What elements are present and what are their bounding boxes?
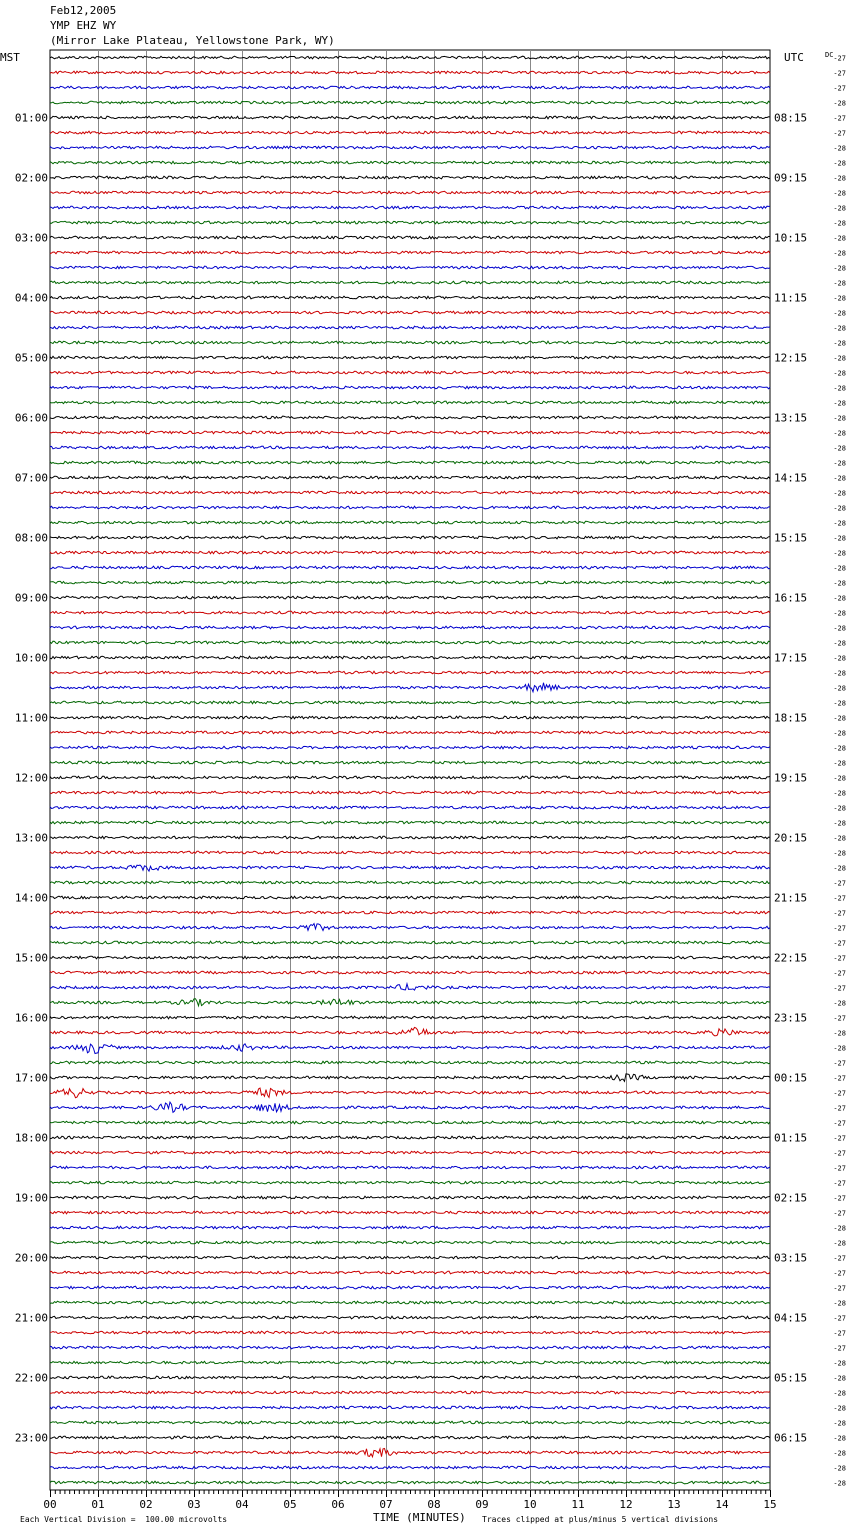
seismic-trace — [50, 1301, 770, 1304]
dc-offset-label: -28 — [833, 429, 846, 438]
seismic-trace — [50, 416, 770, 419]
seismic-trace — [50, 56, 770, 59]
mst-hour-label: 06:00 — [14, 411, 48, 425]
mst-hour-label: 09:00 — [14, 591, 48, 605]
seismic-trace — [50, 1406, 770, 1409]
dc-offset-label: -28 — [833, 669, 846, 678]
dc-offset-label: -28 — [833, 459, 846, 468]
seismic-trace — [50, 1466, 770, 1469]
dc-offset-label: -28 — [833, 744, 846, 753]
mst-hour-label: 07:00 — [14, 471, 48, 485]
seismic-trace — [50, 791, 770, 794]
x-tick-label: 03 — [187, 1498, 201, 1511]
dc-offset-label: -28 — [833, 474, 846, 483]
dc-offset-label: -28 — [833, 1434, 846, 1443]
dc-offset-label: -28 — [833, 249, 846, 258]
dc-offset-label: -28 — [833, 309, 846, 318]
seismic-trace — [50, 1061, 770, 1064]
seismic-trace — [50, 1102, 770, 1112]
utc-hour-label: 05:15 — [774, 1371, 808, 1385]
seismic-trace — [50, 806, 770, 809]
x-tick-label: 12 — [619, 1498, 633, 1511]
seismic-trace — [50, 1436, 770, 1439]
dc-offset-label: -28 — [833, 399, 846, 408]
utc-hour-label: 13:15 — [774, 411, 808, 425]
seismic-trace — [50, 1481, 770, 1484]
mst-hour-label: 04:00 — [14, 291, 48, 305]
seismic-trace — [50, 296, 770, 299]
seismic-trace — [50, 924, 770, 931]
seismic-trace — [50, 836, 770, 839]
mst-hour-label: 11:00 — [14, 711, 48, 725]
seismic-trace — [50, 491, 770, 494]
dc-offset-label: -27 — [833, 1149, 846, 1158]
dc-offset-label: -28 — [833, 609, 846, 618]
dc-offset-label: -28 — [833, 414, 846, 423]
dc-offset-label: -27 — [833, 1014, 846, 1023]
seismic-trace — [50, 206, 770, 209]
seismic-trace — [50, 146, 770, 149]
seismic-trace — [50, 341, 770, 344]
dc-offset-label: -28 — [833, 684, 846, 693]
seismic-trace — [50, 776, 770, 779]
dc-offset-label: -28 — [833, 774, 846, 783]
seismic-trace — [50, 671, 770, 674]
dc-offset-label: -27 — [833, 1059, 846, 1068]
seismic-trace — [50, 266, 770, 269]
seismic-trace — [50, 896, 770, 899]
dc-offset-label: -27 — [833, 909, 846, 918]
seismic-trace — [50, 1181, 770, 1184]
seismic-trace — [50, 716, 770, 719]
dc-offset-label: -28 — [833, 189, 846, 198]
seismic-trace — [50, 191, 770, 194]
dc-offset-label: -28 — [833, 759, 846, 768]
dc-offset-label: -27 — [833, 879, 846, 888]
mst-hour-label: 20:00 — [14, 1251, 48, 1265]
dc-offset-label: -28 — [833, 534, 846, 543]
seismic-trace — [50, 371, 770, 374]
seismic-trace — [50, 446, 770, 449]
seismic-trace — [50, 1074, 770, 1082]
dc-offset-label: -28 — [833, 324, 846, 333]
seismic-trace — [50, 1016, 770, 1019]
utc-hour-label: 21:15 — [774, 891, 808, 905]
x-tick-label: 13 — [667, 1498, 681, 1511]
seismic-trace — [50, 506, 770, 509]
mst-hour-label: 16:00 — [14, 1011, 48, 1025]
seismic-trace — [50, 131, 770, 134]
seismic-trace — [50, 1376, 770, 1379]
utc-hour-label: 11:15 — [774, 291, 808, 305]
dc-offset-label: -28 — [833, 504, 846, 513]
seismic-trace — [50, 656, 770, 659]
dc-offset-label: -28 — [833, 354, 846, 363]
utc-hour-label: 23:15 — [774, 1011, 808, 1025]
dc-offset-label: -28 — [833, 864, 846, 873]
dc-offset-label: -28 — [833, 1464, 846, 1473]
seismic-trace — [50, 476, 770, 479]
x-tick-label: 08 — [427, 1498, 441, 1511]
dc-offset-label: -28 — [833, 729, 846, 738]
dc-offset-label: -28 — [833, 204, 846, 213]
seismic-trace — [50, 984, 770, 990]
dc-offset-label: -28 — [833, 849, 846, 858]
seismic-trace — [50, 626, 770, 629]
mst-hour-label: 22:00 — [14, 1371, 48, 1385]
utc-hour-label: 12:15 — [774, 351, 808, 365]
chart-date: Feb12,2005 — [50, 4, 117, 17]
dc-offset-label: -28 — [833, 219, 846, 228]
utc-hour-label: 14:15 — [774, 471, 808, 485]
dc-offset-label: -28 — [833, 159, 846, 168]
dc-offset-label: -27 — [833, 984, 846, 993]
seismic-trace — [50, 251, 770, 254]
dc-offset-label: -28 — [833, 1299, 846, 1308]
dc-offset-label: -28 — [833, 1029, 846, 1038]
mst-hour-label: 15:00 — [14, 951, 48, 965]
dc-offset-label: -27 — [833, 1119, 846, 1128]
dc-offset-label: -28 — [833, 1374, 846, 1383]
dc-offset-label: -27 — [833, 1104, 846, 1113]
seismic-trace — [50, 431, 770, 434]
seismic-trace — [50, 1421, 770, 1424]
dc-offset-label: -28 — [833, 804, 846, 813]
mst-hour-label: 23:00 — [14, 1431, 48, 1445]
seismic-trace — [50, 1196, 770, 1199]
seismic-trace — [50, 221, 770, 224]
seismic-trace — [50, 1391, 770, 1394]
left-axis-title: MST — [0, 51, 20, 64]
utc-hour-label: 16:15 — [774, 591, 808, 605]
seismic-trace — [50, 881, 770, 884]
dc-offset-label: -28 — [833, 699, 846, 708]
dc-offset-label: -28 — [833, 564, 846, 573]
dc-offset-label: -28 — [833, 1044, 846, 1053]
seismic-trace — [50, 1256, 770, 1259]
dc-offset-label: -28 — [833, 384, 846, 393]
dc-offset-label: -27 — [833, 1269, 846, 1278]
x-tick-label: 10 — [523, 1498, 537, 1511]
utc-hour-label: 22:15 — [774, 951, 808, 965]
dc-offset-label: -27 — [833, 939, 846, 948]
dc-offset-label: -28 — [833, 279, 846, 288]
dc-offset-label: -28 — [833, 99, 846, 108]
utc-hour-label: 09:15 — [774, 171, 808, 185]
dc-offset-label: -28 — [833, 639, 846, 648]
dc-offset-label: -28 — [833, 1449, 846, 1458]
utc-hour-label: 10:15 — [774, 231, 808, 245]
x-tick-label: 09 — [475, 1498, 489, 1511]
seismic-trace — [50, 1044, 770, 1054]
seismic-trace — [50, 1226, 770, 1229]
dc-offset-label: -28 — [833, 1419, 846, 1428]
dc-offset-label: -27 — [833, 129, 846, 138]
mst-hour-label: 08:00 — [14, 531, 48, 545]
dc-offset-label: -27 — [833, 1329, 846, 1338]
dc-offset-label: -28 — [833, 1404, 846, 1413]
dc-offset-label: -27 — [833, 924, 846, 933]
seismic-trace — [50, 176, 770, 179]
seismic-trace — [50, 401, 770, 404]
dc-offset-label: -27 — [833, 1074, 846, 1083]
seismic-trace — [50, 865, 770, 871]
x-axis-label: TIME (MINUTES) — [373, 1511, 466, 1524]
dc-offset-label: -28 — [833, 819, 846, 828]
seismic-trace — [50, 941, 770, 944]
dc-offset-label: -28 — [833, 264, 846, 273]
seismic-trace — [50, 956, 770, 959]
seismic-trace — [50, 746, 770, 749]
dc-offset-label: -28 — [833, 519, 846, 528]
dc-offset-label: -28 — [833, 549, 846, 558]
seismic-trace — [50, 821, 770, 824]
utc-hour-label: 06:15 — [774, 1431, 808, 1445]
utc-hour-label: 08:15 — [774, 111, 808, 125]
seismic-trace — [50, 1027, 770, 1035]
mst-hour-label: 12:00 — [14, 771, 48, 785]
x-tick-label: 11 — [571, 1498, 585, 1511]
seismic-trace — [50, 101, 770, 104]
seismic-trace — [50, 566, 770, 569]
dc-offset-label: -27 — [833, 1209, 846, 1218]
seismic-trace — [50, 1166, 770, 1169]
dc-offset-label: -27 — [833, 1179, 846, 1188]
seismic-trace — [50, 116, 770, 119]
dc-offset-label: -27 — [833, 1134, 846, 1143]
dc-offset-label: -28 — [833, 489, 846, 498]
dc-offset-label: -28 — [833, 999, 846, 1008]
x-tick-label: 04 — [235, 1498, 249, 1511]
x-tick-label: 07 — [379, 1498, 393, 1511]
seismic-trace — [50, 1088, 770, 1098]
dc-offset-label: -28 — [833, 144, 846, 153]
seismic-trace — [50, 581, 770, 584]
mst-hour-label: 02:00 — [14, 171, 48, 185]
mst-hour-label: 10:00 — [14, 651, 48, 665]
seismic-trace — [50, 326, 770, 329]
seismic-trace — [50, 1331, 770, 1334]
dc-offset-label: -28 — [833, 339, 846, 348]
seismic-trace — [50, 1449, 770, 1457]
dc-offset-label: -28 — [833, 294, 846, 303]
seismic-trace — [50, 1316, 770, 1319]
x-tick-label: 00 — [43, 1498, 57, 1511]
right-axis-title: UTC — [784, 51, 804, 64]
utc-hour-label: 19:15 — [774, 771, 808, 785]
utc-hour-label: 04:15 — [774, 1311, 808, 1325]
seismic-trace — [50, 1271, 770, 1274]
dc-offset-label: -28 — [833, 369, 846, 378]
dc-offset-label: -27 — [833, 84, 846, 93]
seismic-trace — [50, 281, 770, 284]
utc-hour-label: 15:15 — [774, 531, 808, 545]
utc-hour-label: 18:15 — [774, 711, 808, 725]
x-tick-label: 05 — [283, 1498, 297, 1511]
dc-offset-label: -27 — [833, 1344, 846, 1353]
mst-hour-label: 18:00 — [14, 1131, 48, 1145]
dc-offset-label: -28 — [833, 1359, 846, 1368]
seismic-trace — [50, 86, 770, 89]
dc-offset-label: -27 — [833, 1089, 846, 1098]
dc-offset-label: -27 — [833, 54, 846, 63]
dc-offset-label: -28 — [833, 444, 846, 453]
seismic-trace — [50, 911, 770, 914]
mst-hour-label: 13:00 — [14, 831, 48, 845]
seismic-trace — [50, 596, 770, 599]
utc-hour-label: 20:15 — [774, 831, 808, 845]
dc-offset-label: -28 — [833, 234, 846, 243]
x-tick-label: 06 — [331, 1498, 345, 1511]
seismic-trace — [50, 1361, 770, 1364]
dc-offset-label: -27 — [833, 1314, 846, 1323]
dc-offset-label: -28 — [833, 624, 846, 633]
mst-hour-label: 03:00 — [14, 231, 48, 245]
seismic-trace — [50, 236, 770, 239]
seismic-trace — [50, 1136, 770, 1139]
dc-offset-label: -28 — [833, 1479, 846, 1488]
dc-offset-label: -28 — [833, 1239, 846, 1248]
seismic-trace — [50, 971, 770, 974]
dc-offset-label: -27 — [833, 1284, 846, 1293]
seismic-trace — [50, 999, 770, 1006]
seismic-trace — [50, 71, 770, 74]
dc-offset-label: -27 — [833, 1164, 846, 1173]
station-location: (Mirror Lake Plateau, Yellowstone Park, WY) — [50, 34, 335, 47]
seismic-trace — [50, 1211, 770, 1214]
dc-offset-label: -28 — [833, 654, 846, 663]
seismic-trace — [50, 683, 770, 692]
seismic-trace — [50, 1151, 770, 1154]
dc-offset-label: -27 — [833, 69, 846, 78]
dc-offset-label: -28 — [833, 174, 846, 183]
x-tick-label: 01 — [91, 1498, 105, 1511]
dc-offset-label: -27 — [833, 114, 846, 123]
seismic-trace — [50, 1286, 770, 1289]
dc-offset-label: -27 — [833, 894, 846, 903]
mst-hour-label: 05:00 — [14, 351, 48, 365]
seismic-trace — [50, 701, 770, 704]
seismic-trace — [50, 551, 770, 554]
seismic-trace — [50, 356, 770, 359]
seismic-trace — [50, 161, 770, 164]
seismic-trace — [50, 761, 770, 764]
mst-hour-label: 19:00 — [14, 1191, 48, 1205]
dc-offset-label: -28 — [833, 1224, 846, 1233]
x-tick-label: 02 — [139, 1498, 153, 1511]
seismic-trace — [50, 1241, 770, 1244]
seismic-trace — [50, 311, 770, 314]
mst-hour-label: 01:00 — [14, 111, 48, 125]
utc-hour-label: 17:15 — [774, 651, 808, 665]
utc-hour-label: 01:15 — [774, 1131, 808, 1145]
utc-hour-label: 02:15 — [774, 1191, 808, 1205]
station-code: YMP EHZ WY — [50, 19, 117, 32]
seismic-trace — [50, 536, 770, 539]
dc-offset-label: -28 — [833, 579, 846, 588]
mst-hour-label: 21:00 — [14, 1311, 48, 1325]
clip-note: Traces clipped at plus/minus 5 vertical divisions — [482, 1515, 719, 1524]
seismic-trace — [50, 521, 770, 524]
seismic-trace — [50, 851, 770, 854]
seismic-trace — [50, 611, 770, 614]
dc-offset-label: -27 — [833, 1194, 846, 1203]
seismic-trace — [50, 641, 770, 644]
x-tick-label: 14 — [715, 1498, 729, 1511]
mst-hour-label: 14:00 — [14, 891, 48, 905]
dc-offset-label: -27 — [833, 1254, 846, 1263]
utc-hour-label: 03:15 — [774, 1251, 808, 1265]
seismic-trace — [50, 386, 770, 389]
dc-offset-label: -28 — [833, 1389, 846, 1398]
utc-hour-label: 00:15 — [774, 1071, 808, 1085]
seismic-trace — [50, 461, 770, 464]
dc-offset-label: -28 — [833, 834, 846, 843]
dc-offset-label: -28 — [833, 789, 846, 798]
seismic-trace — [50, 731, 770, 734]
seismic-trace — [50, 1346, 770, 1349]
dc-offset-label: -27 — [833, 954, 846, 963]
scale-note: Each Vertical Division = 100.00 microvolts — [20, 1515, 228, 1524]
dc-offset-label: -28 — [833, 594, 846, 603]
dc-title: DC — [825, 51, 834, 59]
dc-offset-label: -28 — [833, 714, 846, 723]
dc-offset-label: -27 — [833, 969, 846, 978]
seismic-trace — [50, 1121, 770, 1124]
mst-hour-label: 17:00 — [14, 1071, 48, 1085]
x-tick-label: 15 — [763, 1498, 777, 1511]
